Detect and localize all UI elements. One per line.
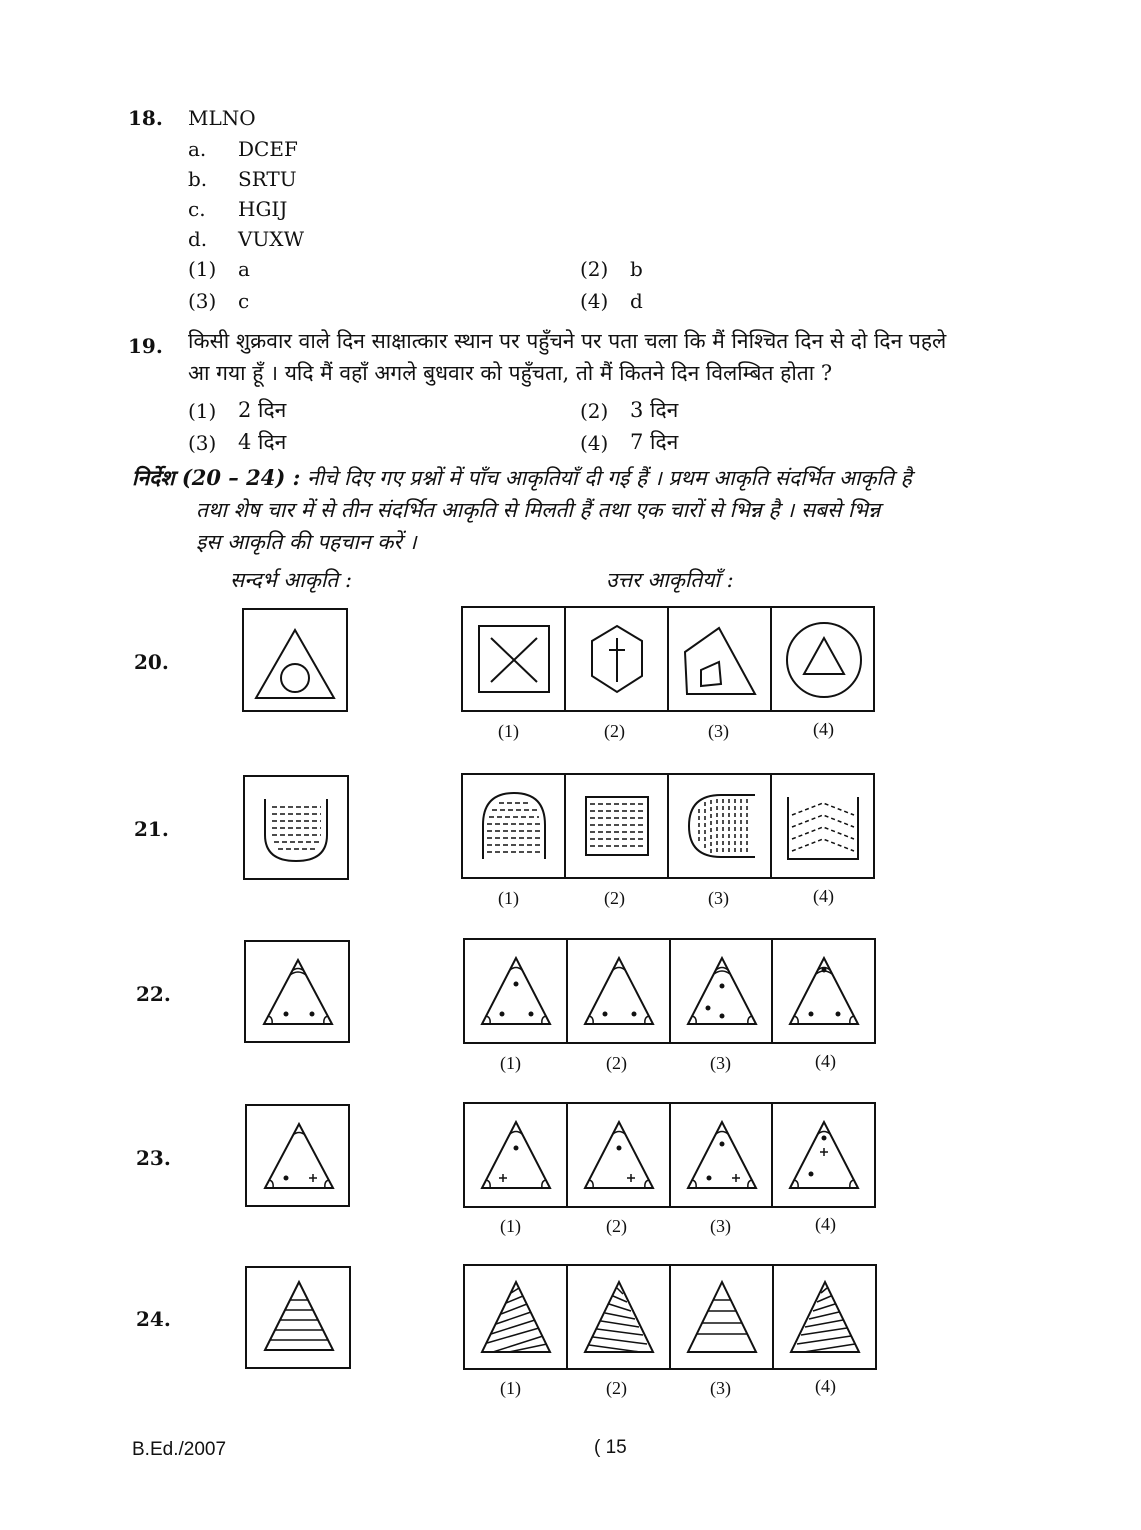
q24-number: 24. [136,1307,171,1331]
q18-option-text: b [630,257,643,281]
q19-option-key: (1) [188,399,217,423]
q19-option-key: (3) [188,431,217,455]
q22-reference-figure [244,940,350,1043]
q18-item-text: HGIJ [238,197,288,221]
q23-option-1-figure [465,1104,568,1206]
directions-line1 [132,464,912,492]
q21-option-3-figure [669,775,772,877]
directions-line2: तथा शेष चार में से तीन संदर्भित आकृति से मिलती हैं तथा एक चारों से भिन्न है । सबसे भिन्न [196,498,881,522]
q21-caption: (1) [498,888,519,908]
q23-number: 23. [136,1146,171,1170]
q24-option-3-figure [671,1266,774,1368]
q22-caption: (1) [500,1053,521,1073]
q18-option-text: c [238,289,250,313]
q24-caption: (2) [606,1378,627,1398]
footer-exam-code: B.Ed./2007 [132,1439,227,1460]
reference-figure-label: सन्दर्भ आकृति : [230,568,353,592]
q24-caption: (4) [815,1376,836,1396]
q21-option-1-figure [463,775,566,877]
answer-figures-label: उत्तर आकृतियाँ : [606,568,734,592]
triangle-dot-plus-figure [671,1104,773,1206]
q23-caption: (3) [710,1216,731,1236]
q18-option-text: d [630,289,643,313]
pentagon-quad-figure [669,608,771,710]
striped-triangle-diagonal-figure [568,1266,670,1368]
q20-option-4-figure [772,608,873,710]
q21-caption: (3) [708,888,729,908]
q20-caption: (3) [708,721,729,741]
q23-option-3-figure [671,1104,774,1206]
q20-caption: (4) [813,719,834,739]
square-cross-figure [463,608,565,710]
directions-text: नीचे दिए गए प्रश्नों में पाँच आकृतियाँ दी गई हैं । प्रथम आकृति संदर्भित आकृति है [307,466,912,490]
q24-option-2-figure [568,1266,671,1368]
q18-item-text: SRTU [238,167,297,191]
triangle-arcs-dots-figure [465,940,567,1042]
square-dashed-figure [566,775,668,877]
q23-caption: (2) [606,1216,627,1236]
q18-option-key: (3) [188,289,217,313]
q23-answer-figures [463,1102,876,1208]
circle-triangle-figure [772,608,874,710]
q20-number: 20. [134,650,169,674]
striped-triangle-diagonal-figure [465,1266,567,1368]
u-shape-dashed-figure [245,777,347,878]
q19-option-key: (4) [580,431,609,455]
triangle-arcs-dots-figure [246,942,348,1041]
q24-reference-figure [245,1266,351,1369]
q20-option-3-figure [669,608,772,710]
q21-option-4-figure [772,775,873,877]
q23-caption: (4) [815,1214,836,1234]
q18-option-key: (1) [188,257,217,281]
striped-triangle-horizontal-figure [247,1268,349,1367]
q18-number: 18. [128,106,163,130]
q21-option-2-figure [566,775,669,877]
q20-caption: (1) [498,721,519,741]
q18-option-text: a [238,257,250,281]
q22-option-2-figure [568,940,671,1042]
q19-option-text: 7 दिन [630,430,679,454]
hexagon-cross-figure [566,608,668,710]
q18-item-text: VUXW [238,227,305,251]
triangle-circle-figure [244,610,346,710]
q18-item-key: d. [188,227,208,251]
striped-triangle-diagonal-figure [774,1266,876,1368]
q20-option-1-figure [463,608,566,710]
q21-number: 21. [134,817,169,841]
q24-caption: (1) [500,1378,521,1398]
q19-text-line2: आ गया हूँ । यदि मैं वहाँ अगले बुधवार को पहुँचता, तो मैं कितने दिन विलम्बित होता ? [188,361,833,385]
q20-answer-figures [461,606,875,712]
q20-caption: (2) [604,721,625,741]
q23-reference-figure [245,1104,350,1207]
directions-heading: निर्देश (20 – 24) : [132,465,301,490]
triangle-dot-plus-figure [773,1104,875,1206]
q19-option-text: 4 दिन [238,430,287,454]
page-number: ( 15 [594,1437,627,1458]
q18-option-key: (2) [580,257,609,281]
sideways-u-dashed-figure [669,775,771,877]
q22-caption: (3) [710,1053,731,1073]
q20-option-2-figure [566,608,669,710]
striped-triangle-horizontal-figure [671,1266,773,1368]
q18-option-key: (4) [580,289,609,313]
q22-option-1-figure [465,940,568,1042]
q24-option-4-figure [774,1266,875,1368]
q18-item-key: c. [188,197,206,221]
q22-number: 22. [136,982,171,1006]
q18-item-key: a. [188,137,207,161]
open-box-chevron-figure [772,775,874,877]
q21-caption: (2) [604,888,625,908]
q23-option-4-figure [773,1104,874,1206]
q19-option-key: (2) [580,399,609,423]
q22-answer-figures [463,938,876,1044]
q19-number: 19. [128,334,163,358]
q19-option-text: 2 दिन [238,398,287,422]
q18-stem: MLNO [188,106,256,130]
q24-option-1-figure [465,1266,568,1368]
q18-item-text: DCEF [238,137,298,161]
arch-dashed-figure [463,775,565,877]
q22-caption: (4) [815,1051,836,1071]
q23-caption: (1) [500,1216,521,1236]
q22-option-4-figure [773,940,874,1042]
q18-item-key: b. [188,167,208,191]
q21-caption: (4) [813,886,834,906]
directions-line3: इस आकृति की पहचान करें । [196,530,417,554]
q19-text-line1: किसी शुक्रवार वाले दिन साक्षात्कार स्थान पर पहुँचने पर पता चला कि मैं निश्चित दिन से दो दिन पहले [188,329,947,353]
q24-caption: (3) [710,1378,731,1398]
q23-option-2-figure [568,1104,671,1206]
triangle-dot-plus-figure [247,1106,348,1205]
triangle-arcs-dots-figure [568,940,670,1042]
triangle-dot-plus-figure [465,1104,567,1206]
triangle-arcs-dots-figure [671,940,773,1042]
triangle-dot-plus-figure [568,1104,670,1206]
triangle-arcs-dots-figure [773,940,875,1042]
q19-option-text: 3 दिन [630,398,679,422]
q24-answer-figures [463,1264,877,1370]
q21-answer-figures [461,773,875,879]
q22-caption: (2) [606,1053,627,1073]
q22-option-3-figure [671,940,774,1042]
q20-reference-figure [242,608,348,712]
q21-reference-figure [243,775,349,880]
